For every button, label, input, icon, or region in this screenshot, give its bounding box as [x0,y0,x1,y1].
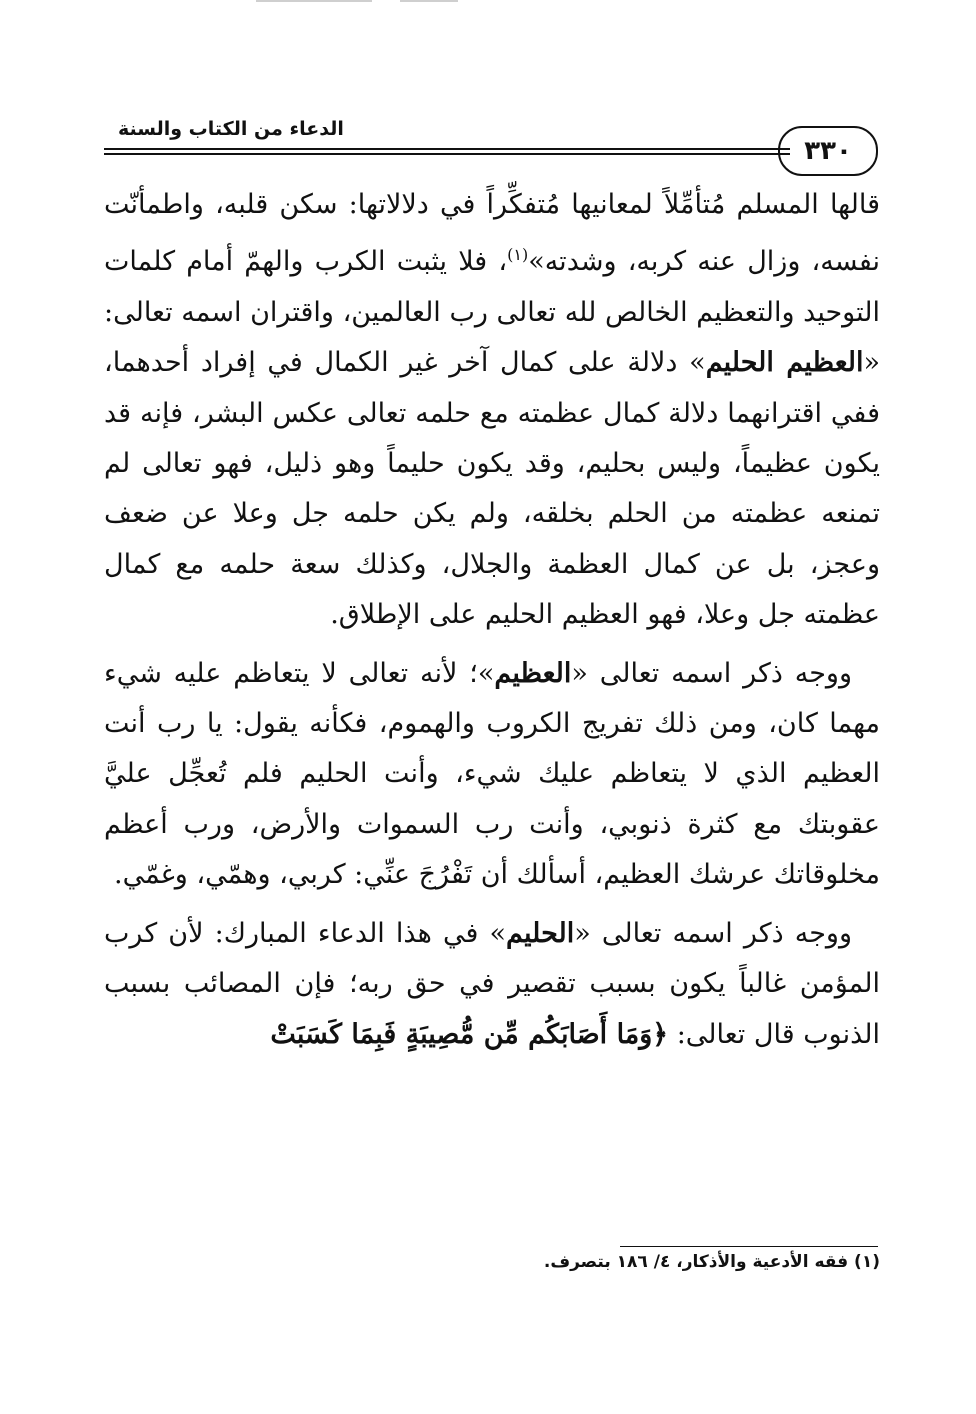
page-number: ٣٣٠ [804,136,852,166]
quran-verse: ﴿وَمَا أَصَابَكُم مِّن مُّصِيبَةٍ فَبِمَا كَسَبَتْ [270,1018,669,1050]
page-number-frame [778,126,878,176]
paragraph: ووجه ذكر اسمه تعالى «الحليم» في هذا الدعاء المبارك: لأن كرب المؤمن غالباً يكون بسبب تقصير في حق ربه؛ فإن المصائب بسبب الذنوب قال تعالى: ﴿وَمَا أَصَابَكُم مِّن مُّصِيبَةٍ فَبِمَا كَسَبَتْ [104,917,880,1050]
paragraph: قالها المسلم مُتأمِّلاً لمعانيها مُتفكِّراً في دلالاتها: سكن قلبه، واطمأنّت نفسه، وزال عنه كربه، وشدته»$^{(١)}$، فلا يثبت الكرب والهمّ أمام كلمات التوحيد والتعظيم الخالص لله تعالى رب العالمين، واقتران اسمه تعالى: «العظيم الحليم» دلالة على كمال آخر غير الكمال في إفراد أحدهما، ففي اقترانهما دلالة كمال عظمته مع حلمه تعالى عكس البشر، فإنه قد يكون عظيماً، وليس بحليم، وقد يكون حليماً وهو ذليل، فهو تعالى لم تمنعه عظمته من الحلم بخلقه، ولم يكن حلمه جل وعلا عن ضعف وعجز، بل عن كمال العظمة والجلال، وكذلك سعة حلمه مع كمال عظمته جل وعلا، فهو العظيم الحليم على الإطلاق. [104,189,880,631]
emphasized-term: الحليم [506,917,575,949]
scan-edge-mark [256,0,372,2]
main-text [104,180,880,1060]
footnote: (١) فقه الأدعية والأذكار، ٤/ ١٨٦ بتصرف. [543,1252,880,1272]
emphasized-term: العظيم [494,657,572,689]
page-header [104,108,878,180]
paragraph: ووجه ذكر اسمه تعالى «العظيم»؛ لأنه تعالى لا يتعاظم عليه شيء مهما كان، ومن ذلك تفريج الكروب والهموم، فكأنه يقول: يا رب أنت العظيم الذي لا يتعاظم عليك شيء، وأنت الحليم فلم تُعجِّل عليَّ عقوبتك مع كثرة ذنوبي، وأنت رب السموات والأرض، ورب أعظم مخلوقاتك عرشك العظيم، أسألك أن تَفْرُجَ عنِّي: كربي، وهمّي، وغمّي. [104,657,880,891]
running-title: الدعاء من الكتاب والسنة [118,118,344,140]
footnote-rule [620,1246,878,1247]
emphasized-term: العظيم الحليم [705,347,864,379]
header-rule [104,148,790,150]
scan-edge-mark [400,0,458,2]
header-rule [104,153,790,155]
footnote-ref: (١) [507,245,529,265]
